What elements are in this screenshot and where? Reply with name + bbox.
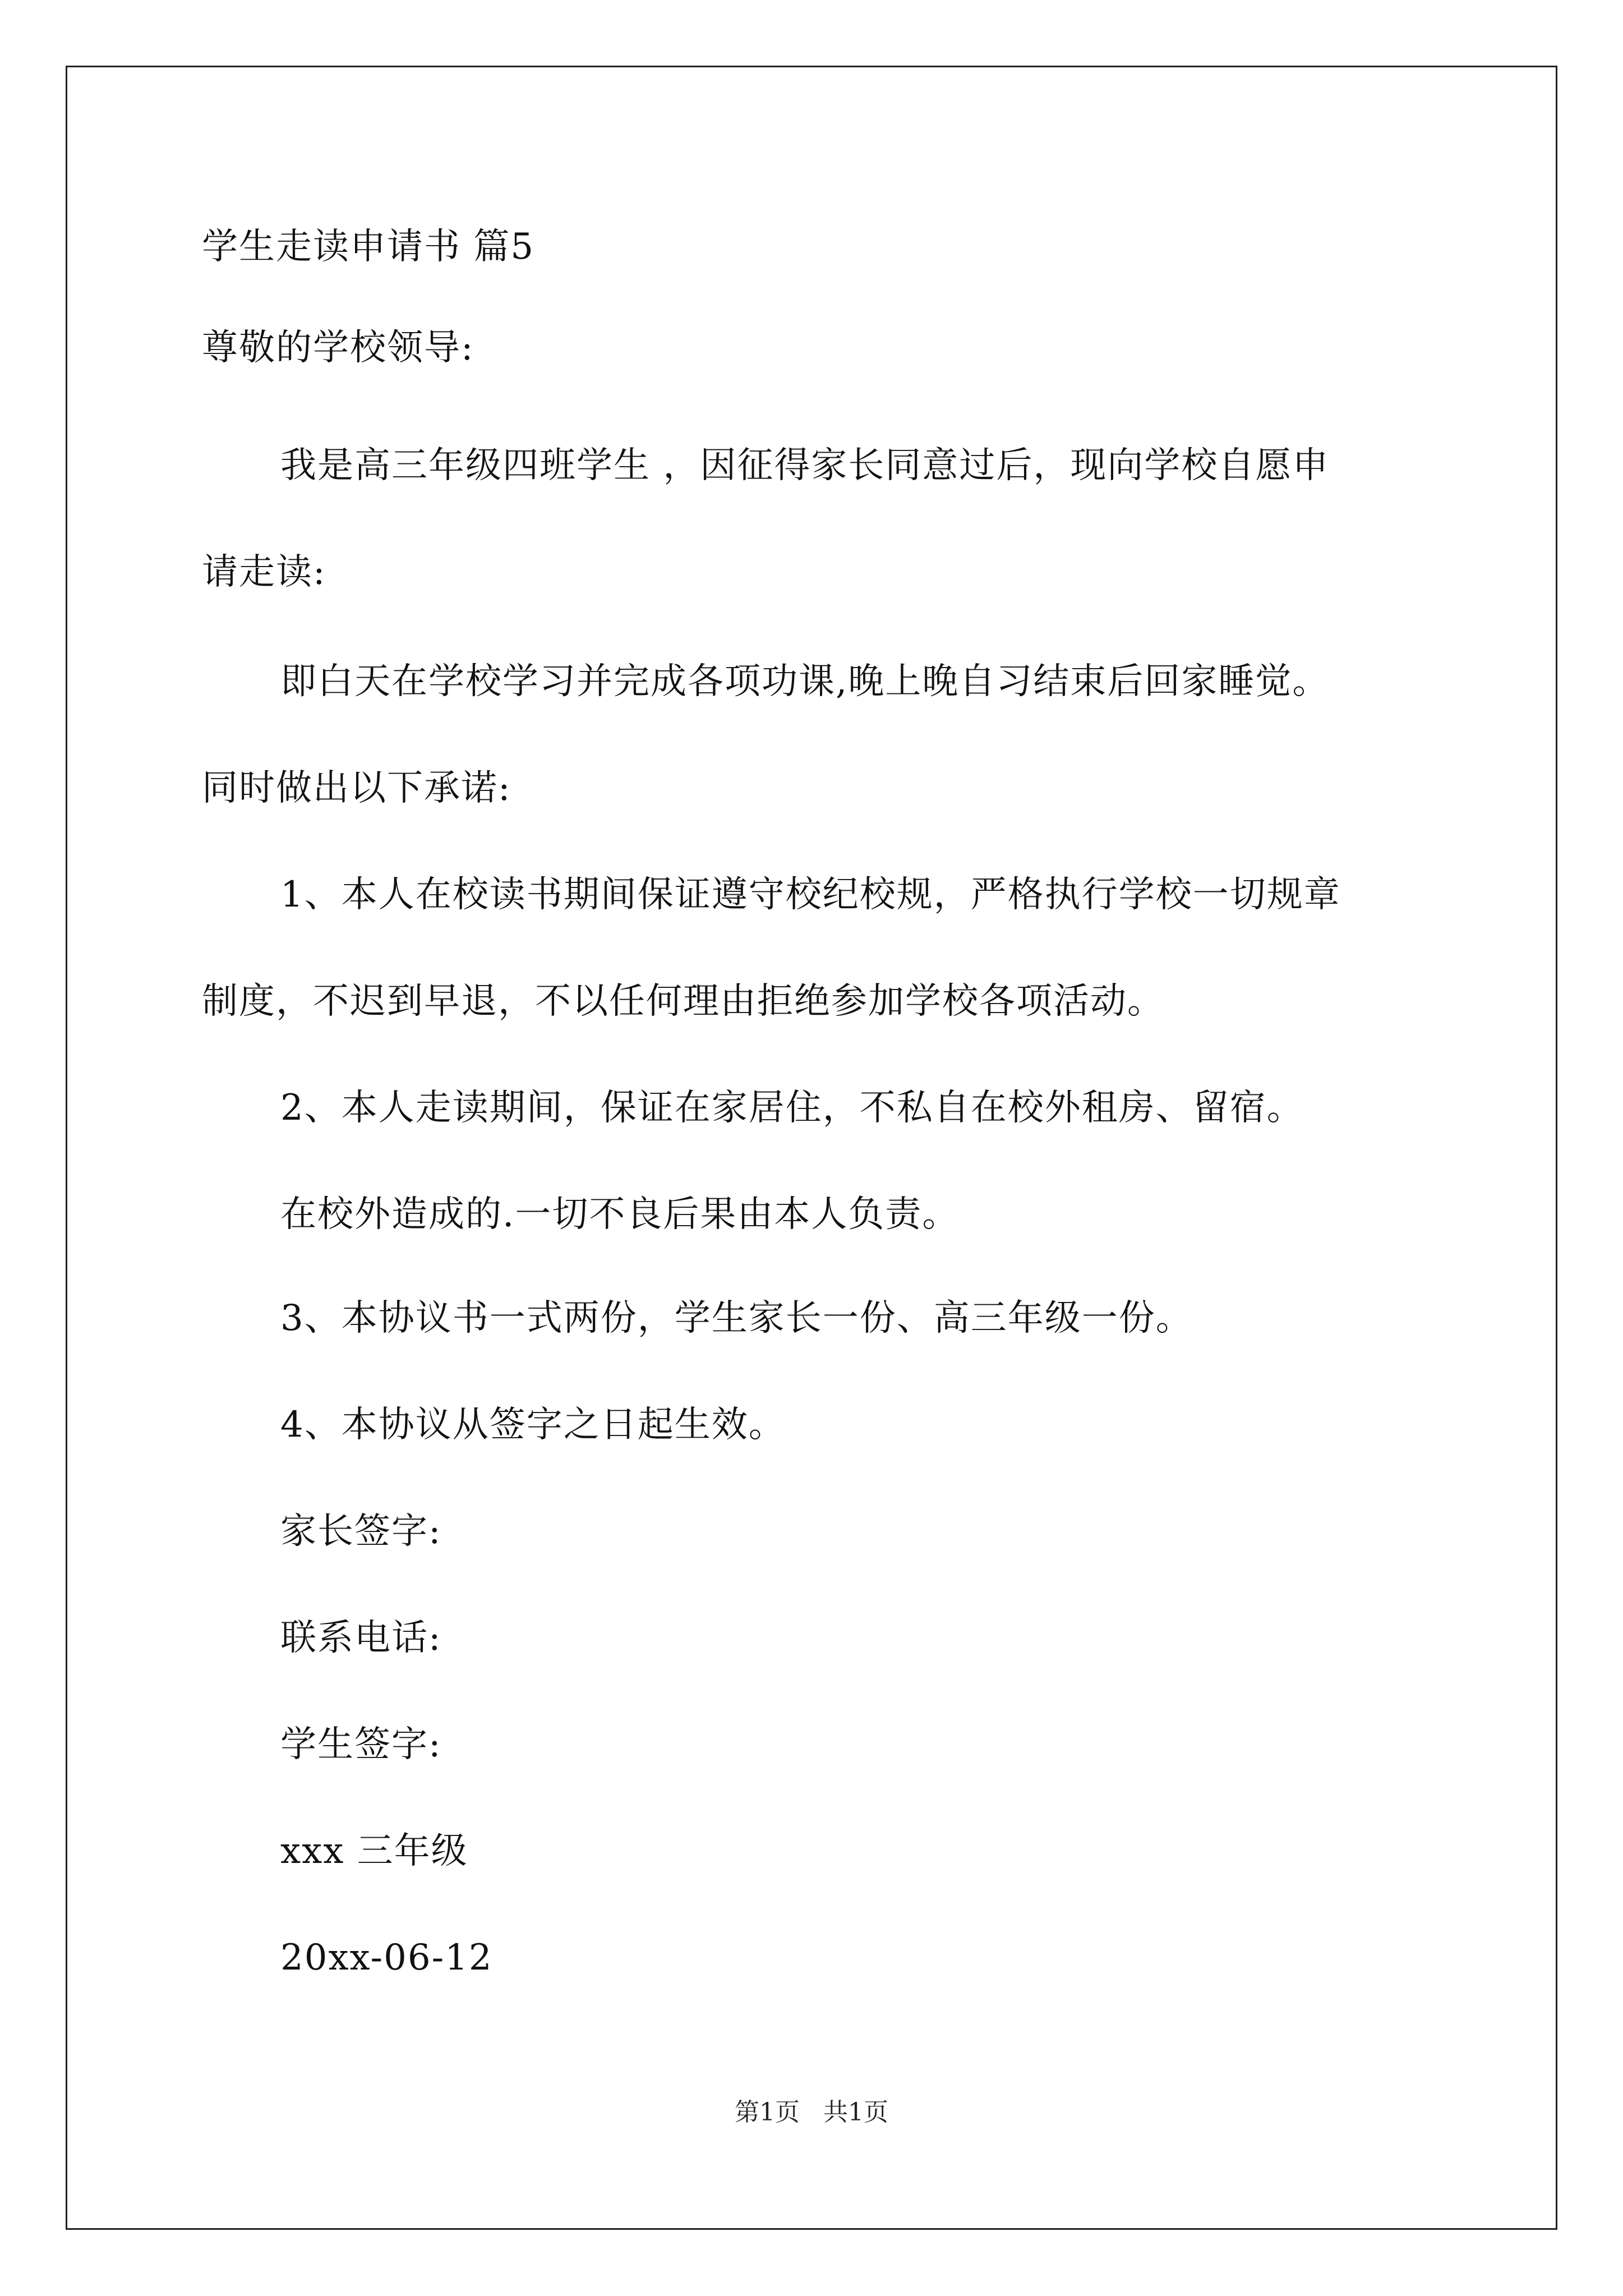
paragraph-line: 同时做出以下承诺:: [202, 767, 511, 809]
paragraph-line: 2、本人走读期间，保证在家居住，不私自在校外租房、留宿。: [280, 1087, 1304, 1129]
paragraph-line: 在校外造成的.一切不良后果由本人负责。: [280, 1194, 960, 1235]
page-footer: 第1页 共1页: [735, 2098, 888, 2127]
paragraph-line: 1、本人在校读书期间保证遵守校纪校规，严格执行学校一切规章: [280, 874, 1341, 915]
paragraph-line: 3、本协议书一式两份，学生家长一份、高三年级一份。: [280, 1297, 1193, 1339]
student-signature-label: 学生签字:: [280, 1724, 442, 1765]
paragraph-line: 即白天在学校学习并完成各项功课,晚上晚自习结束后回家睡觉。: [280, 661, 1330, 702]
parent-signature-label: 家长签字:: [280, 1511, 442, 1552]
phone-label: 联系电话:: [280, 1617, 442, 1659]
document-title: 学生走读申请书 篇5: [202, 226, 535, 268]
grade-line: xxx 三年级: [280, 1830, 468, 1872]
salutation: 尊敬的学校领导:: [202, 327, 474, 369]
page-border: [66, 66, 1557, 2230]
paragraph-line: 制度，不迟到早退，不以任何理由拒绝参加学校各项活动。: [202, 981, 1164, 1022]
paragraph-line: 4、本协议从签字之日起生效。: [280, 1404, 786, 1446]
date-line: 20xx-06-12: [280, 1937, 493, 1978]
paragraph-line: 请走读:: [202, 551, 326, 593]
paragraph-line: 我是高三年级四班学生 ，因征得家长同意过后，现向学校自愿申: [280, 445, 1330, 486]
